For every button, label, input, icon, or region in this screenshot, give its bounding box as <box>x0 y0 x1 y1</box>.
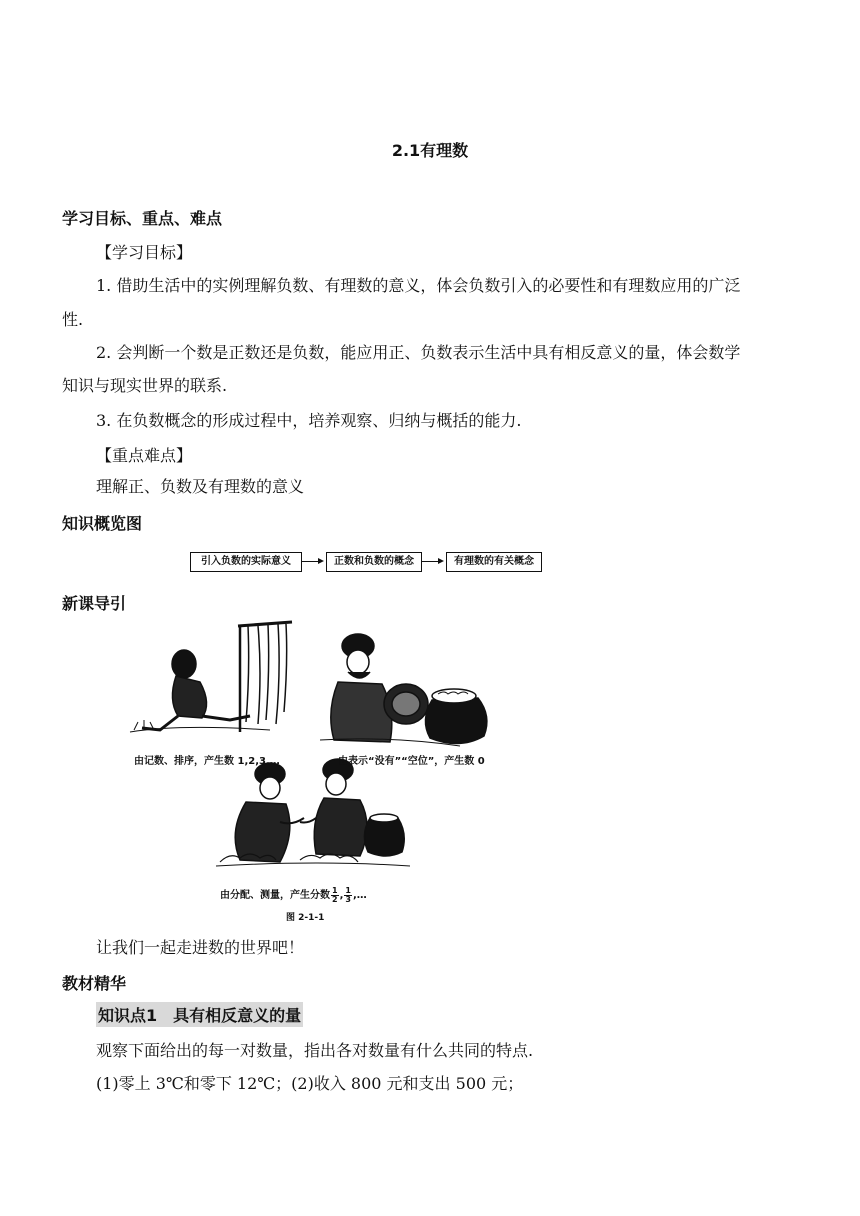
sharing-scene-image <box>216 759 410 866</box>
caption-fractions-suffix: ,… <box>352 890 367 901</box>
flow-box-3: 有理数的有关概念 <box>446 552 542 572</box>
counting-scene-image <box>130 622 292 732</box>
knowledge-flowchart <box>190 552 542 574</box>
knowledge-point-1-label: 知识点1 具有相反意义的量 <box>96 1002 303 1027</box>
goals-label: 【学习目标】 <box>96 243 193 262</box>
section-heading-intro: 新课导引 <box>62 594 127 613</box>
section-heading-textbook: 教材精华 <box>62 974 127 993</box>
flow-arrow-2 <box>422 561 442 562</box>
empty-pot-scene-image <box>320 634 487 746</box>
intro-closing: 让我们一起走进数的世界吧！ <box>96 938 305 957</box>
goal-1-line-a: 1. 借助生活中的实例理解负数、有理数的意义，体会负数引入的必要性和有理数应用的广泛 <box>96 276 741 295</box>
textbook-line-1: 观察下面给出的每一对数量，指出各对数量有什么共同的特点. <box>96 1041 534 1060</box>
textbook-line-2: (1)零上 3℃和零下 12℃；(2)收入 800 元和支出 500 元； <box>96 1074 524 1093</box>
fraction-third: $\frac{1}{3}$ <box>345 885 351 904</box>
figure-label: 图 2-1-1 <box>286 913 325 923</box>
fraction-half: $\frac{1}{2}$ <box>332 885 338 904</box>
flow-box-1: 引入负数的实际意义 <box>190 552 302 572</box>
flow-box-2: 正数和负数的概念 <box>326 552 422 572</box>
caption-fractions: 由分配、测量，产生分数 $\frac{1}{2}$ , $\frac{1}{3}$ ,… <box>220 885 367 904</box>
section-heading-overview: 知识概览图 <box>62 514 143 533</box>
goal-3: 3. 在负数概念的形成过程中，培养观察、归纳与概括的能力. <box>96 411 522 430</box>
caption-zero: 由表示“没有”“空位”，产生数 0 <box>338 756 485 767</box>
illustration-figure <box>120 612 500 922</box>
caption-fractions-prefix: 由分配、测量，产生分数 <box>220 890 330 901</box>
caption-counting: 由记数、排序，产生数 1,2,3,… <box>134 756 280 767</box>
page-title: 2.1有理数 <box>391 141 469 160</box>
flow-arrow-1 <box>302 561 322 562</box>
goal-2-line-a: 2. 会判断一个数是正数还是负数，能应用正、负数表示生活中具有相反意义的量，体会数学 <box>96 343 741 362</box>
goal-1-line-b: 性. <box>62 310 84 329</box>
goal-2-line-b: 知识与现实世界的联系. <box>62 376 228 395</box>
key-points-label: 【重点难点】 <box>96 446 193 465</box>
key-points-text: 理解正、负数及有理数的意义 <box>96 477 305 496</box>
section-heading-goals: 学习目标、重点、难点 <box>62 209 223 228</box>
number-origin-illustration <box>120 612 500 922</box>
